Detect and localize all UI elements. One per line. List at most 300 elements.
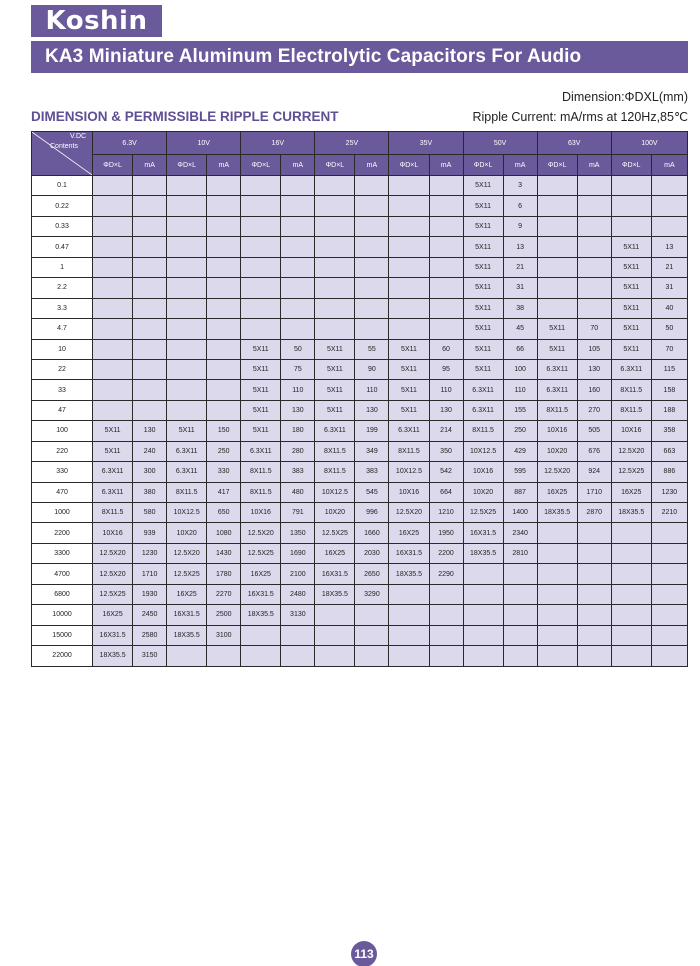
ripple-current-cell	[281, 216, 315, 236]
ripple-current-cell	[429, 298, 463, 318]
ripple-current-cell: 1780	[207, 564, 241, 584]
ripple-current-cell: 1950	[429, 523, 463, 543]
ripple-subheader: mA	[503, 155, 537, 176]
dimension-cell	[167, 216, 207, 236]
ripple-current-cell: 66	[503, 339, 537, 359]
ripple-current-cell: 250	[503, 421, 537, 441]
dimension-cell: 5X11	[315, 380, 355, 400]
capacitance-cell: 0.1	[32, 176, 93, 196]
ripple-current-cell	[355, 319, 389, 339]
ripple-current-cell	[355, 646, 389, 666]
ripple-current-cell: 240	[133, 441, 167, 461]
corner-contents-label: Contents	[50, 143, 79, 150]
capacitance-cell: 47	[32, 400, 93, 420]
ripple-current-cell	[577, 584, 611, 604]
ripple-current-cell: 358	[651, 421, 687, 441]
dimension-cell: 6.3X11	[93, 482, 133, 502]
dimension-cell: 6.3X11	[611, 359, 651, 379]
table-row	[32, 237, 688, 257]
dimension-subheader: ΦD×L	[241, 155, 281, 176]
dimension-cell: 12.5X25	[167, 564, 207, 584]
dimension-cell	[241, 196, 281, 216]
ripple-current-cell	[133, 257, 167, 277]
dimension-cell: 5X11	[463, 278, 503, 298]
dimension-cell	[315, 237, 355, 257]
dimension-cell	[463, 646, 503, 666]
ripple-current-cell	[355, 176, 389, 196]
voltage-header: 100V	[611, 132, 687, 155]
ripple-current-cell	[577, 298, 611, 318]
ripple-current-cell: 2650	[355, 564, 389, 584]
dimension-cell: 16X25	[537, 482, 577, 502]
ripple-current-cell: 663	[651, 441, 687, 461]
dimension-cell: 6.3X11	[537, 380, 577, 400]
ripple-current-cell: 349	[355, 441, 389, 461]
ripple-current-cell	[355, 298, 389, 318]
dimension-cell: 5X11	[463, 359, 503, 379]
ripple-current-cell	[133, 359, 167, 379]
ripple-current-cell: 6	[503, 196, 537, 216]
dimension-cell: 5X11	[463, 257, 503, 277]
ripple-current-cell: 886	[651, 462, 687, 482]
table-row	[32, 216, 688, 236]
dimension-cell	[389, 176, 429, 196]
capacitance-cell: 3.3	[32, 298, 93, 318]
ripple-subheader: mA	[355, 155, 389, 176]
dimension-cell	[241, 216, 281, 236]
ripple-current-cell	[503, 625, 537, 645]
ripple-current-cell	[429, 176, 463, 196]
ripple-current-cell	[429, 257, 463, 277]
dimension-cell: 12.5X20	[389, 503, 429, 523]
ripple-current-cell	[207, 257, 241, 277]
dimension-cell: 5X11	[611, 278, 651, 298]
ripple-current-cell: 158	[651, 380, 687, 400]
dimension-cell: 8X11.5	[389, 441, 429, 461]
dimension-cell	[611, 564, 651, 584]
dimension-cell	[537, 257, 577, 277]
table-row	[32, 319, 688, 339]
dimension-cell	[93, 400, 133, 420]
ripple-current-cell	[207, 196, 241, 216]
dimension-cell: 5X11	[463, 196, 503, 216]
dimension-cell: 16X31.5	[167, 605, 207, 625]
ripple-current-cell: 130	[577, 359, 611, 379]
ripple-current-cell	[355, 196, 389, 216]
ripple-current-cell	[355, 216, 389, 236]
dimension-cell: 5X11	[537, 319, 577, 339]
dimension-cell	[315, 257, 355, 277]
capacitance-cell: 6800	[32, 584, 93, 604]
dimension-cell	[167, 257, 207, 277]
dimension-cell: 8X11.5	[167, 482, 207, 502]
dimension-cell: 12.5X20	[167, 543, 207, 563]
ripple-subheader: mA	[429, 155, 463, 176]
dimension-cell	[537, 523, 577, 543]
page-title: KA3 Miniature Aluminum Electrolytic Capacitors For Audio	[31, 41, 688, 73]
dimension-cell: 10X20	[537, 441, 577, 461]
table-row	[32, 584, 688, 604]
table-row	[32, 482, 688, 502]
dimension-cell: 18X35.5	[315, 584, 355, 604]
dimension-cell: 12.5X25	[93, 584, 133, 604]
dimension-cell	[93, 278, 133, 298]
dimension-cell: 18X35.5	[463, 543, 503, 563]
ripple-current-cell: 110	[281, 380, 315, 400]
ripple-current-cell	[651, 543, 687, 563]
ripple-current-cell: 50	[651, 319, 687, 339]
ripple-current-cell: 887	[503, 482, 537, 502]
dimension-cell: 12.5X20	[93, 564, 133, 584]
ripple-current-cell	[577, 176, 611, 196]
ripple-current-cell: 160	[577, 380, 611, 400]
dimension-cell	[167, 380, 207, 400]
dimension-cell: 5X11	[463, 216, 503, 236]
capacitance-cell: 330	[32, 462, 93, 482]
dimension-cell: 16X25	[389, 523, 429, 543]
ripple-current-cell	[207, 278, 241, 298]
table-row	[32, 543, 688, 563]
ripple-current-cell: 676	[577, 441, 611, 461]
dimension-cell: 5X11	[463, 298, 503, 318]
dimension-cell: 10X16	[611, 421, 651, 441]
ripple-current-cell: 130	[355, 400, 389, 420]
dimension-subheader: ΦD×L	[389, 155, 429, 176]
dimension-cell: 5X11	[315, 400, 355, 420]
ripple-current-cell: 1660	[355, 523, 389, 543]
dimension-cell: 5X11	[241, 359, 281, 379]
ripple-current-cell	[651, 216, 687, 236]
ripple-subheader: mA	[577, 155, 611, 176]
ripple-current-cell: 2870	[577, 503, 611, 523]
ripple-current-cell: 40	[651, 298, 687, 318]
dimension-subheader: ΦD×L	[463, 155, 503, 176]
ripple-current-cell	[133, 216, 167, 236]
voltage-header: 16V	[241, 132, 315, 155]
ripple-current-cell: 350	[429, 441, 463, 461]
section-heading: DIMENSION & PERMISSIBLE RIPPLE CURRENT	[31, 109, 339, 124]
ripple-current-cell: 150	[207, 421, 241, 441]
ripple-current-cell: 105	[577, 339, 611, 359]
dimension-cell	[537, 216, 577, 236]
ripple-current-cell: 214	[429, 421, 463, 441]
dimension-cell: 6.3X11	[241, 441, 281, 461]
ripple-current-cell	[651, 646, 687, 666]
dimension-cell: 5X11	[463, 319, 503, 339]
dimension-cell: 6.3X11	[93, 462, 133, 482]
dimension-cell	[389, 298, 429, 318]
dimension-cell: 5X11	[389, 380, 429, 400]
dimension-cell: 8X11.5	[611, 400, 651, 420]
capacitance-cell: 0.33	[32, 216, 93, 236]
ripple-current-cell: 1710	[577, 482, 611, 502]
ripple-subheader: mA	[207, 155, 241, 176]
ripple-current-cell: 2810	[503, 543, 537, 563]
ripple-current-cell	[577, 543, 611, 563]
dimension-cell: 5X11	[93, 441, 133, 461]
dimension-cell	[537, 625, 577, 645]
dimension-cell: 18X35.5	[611, 503, 651, 523]
dimension-cell	[93, 359, 133, 379]
dimension-cell	[241, 257, 281, 277]
dimension-cell	[463, 584, 503, 604]
table-row	[32, 523, 688, 543]
ripple-current-cell: 75	[281, 359, 315, 379]
dimension-cell: 8X11.5	[611, 380, 651, 400]
ripple-current-cell: 110	[355, 380, 389, 400]
ripple-current-cell	[207, 380, 241, 400]
table-row	[32, 359, 688, 379]
ripple-current-cell: 90	[355, 359, 389, 379]
capacitance-cell: 10	[32, 339, 93, 359]
ripple-current-cell: 3130	[281, 605, 315, 625]
ripple-current-cell: 1430	[207, 543, 241, 563]
table-row	[32, 646, 688, 666]
dimension-cell	[611, 625, 651, 645]
dimension-cell: 12.5X20	[611, 441, 651, 461]
dimension-cell	[389, 646, 429, 666]
ripple-current-cell	[207, 319, 241, 339]
ripple-current-cell	[429, 605, 463, 625]
ripple-current-cell	[577, 237, 611, 257]
ripple-current-cell	[281, 196, 315, 216]
dimension-cell: 16X25	[315, 543, 355, 563]
dimension-cell	[167, 400, 207, 420]
dimension-cell	[611, 584, 651, 604]
dimension-cell: 16X31.5	[241, 584, 281, 604]
ripple-current-cell: 3150	[133, 646, 167, 666]
ripple-current-cell: 199	[355, 421, 389, 441]
dimension-subheader: ΦD×L	[611, 155, 651, 176]
capacitance-cell: 2200	[32, 523, 93, 543]
capacitance-cell: 22	[32, 359, 93, 379]
dimension-cell: 10X20	[315, 503, 355, 523]
ripple-current-cell: 45	[503, 319, 537, 339]
dimension-cell	[93, 380, 133, 400]
dimension-cell: 5X11	[611, 298, 651, 318]
ripple-current-cell	[281, 237, 315, 257]
dimension-subheader: ΦD×L	[315, 155, 355, 176]
dimension-cell	[167, 176, 207, 196]
ripple-current-cell: 383	[355, 462, 389, 482]
dimension-cell: 5X11	[537, 339, 577, 359]
ripple-current-cell	[281, 257, 315, 277]
table-row	[32, 625, 688, 645]
ripple-current-cell: 2100	[281, 564, 315, 584]
sub-header-row	[32, 155, 688, 176]
ripple-current-cell	[651, 196, 687, 216]
dimension-cell: 10X16	[93, 523, 133, 543]
ripple-current-cell: 1400	[503, 503, 537, 523]
ripple-current-cell	[577, 257, 611, 277]
dimension-cell: 6.3X11	[315, 421, 355, 441]
dimension-cell: 6.3X11	[463, 380, 503, 400]
ripple-current-cell	[355, 625, 389, 645]
ripple-current-cell: 545	[355, 482, 389, 502]
ripple-current-cell	[577, 605, 611, 625]
ripple-current-cell	[207, 237, 241, 257]
corner-vdc-label: V.DC	[69, 133, 87, 140]
dimension-cell	[537, 646, 577, 666]
dimension-cell	[93, 319, 133, 339]
ripple-current-cell	[429, 646, 463, 666]
dimension-cell: 6.3X11	[463, 400, 503, 420]
dimension-cell	[611, 196, 651, 216]
dimension-cell: 12.5X20	[537, 462, 577, 482]
table-row	[32, 298, 688, 318]
ripple-current-cell	[503, 646, 537, 666]
ripple-current-cell: 1350	[281, 523, 315, 543]
dimension-cell	[315, 319, 355, 339]
ripple-current-cell	[429, 196, 463, 216]
dimension-cell: 6.3X11	[167, 441, 207, 461]
dimension-cell: 5X11	[463, 237, 503, 257]
dimension-cell	[315, 646, 355, 666]
dimension-cell	[241, 278, 281, 298]
voltage-header: 63V	[537, 132, 611, 155]
ripple-current-cell	[281, 176, 315, 196]
dimension-cell: 10X16	[241, 503, 281, 523]
dimension-cell: 16X31.5	[389, 543, 429, 563]
ripple-current-cell: 21	[651, 257, 687, 277]
dimension-cell	[537, 543, 577, 563]
ripple-current-cell: 2030	[355, 543, 389, 563]
dimension-cell	[389, 237, 429, 257]
dimension-cell: 16X31.5	[463, 523, 503, 543]
ripple-current-cell: 2270	[207, 584, 241, 604]
dimension-cell	[167, 319, 207, 339]
ripple-current-cell: 115	[651, 359, 687, 379]
ripple-current-cell: 429	[503, 441, 537, 461]
ripple-current-cell: 2480	[281, 584, 315, 604]
table-row	[32, 503, 688, 523]
dimension-cell: 8X11.5	[93, 503, 133, 523]
ripple-current-cell: 130	[281, 400, 315, 420]
dimension-cell: 10X12.5	[167, 503, 207, 523]
dimension-cell	[611, 605, 651, 625]
ripple-current-cell	[133, 298, 167, 318]
ripple-current-cell	[133, 278, 167, 298]
dimension-cell: 5X11	[241, 339, 281, 359]
dimension-cell	[315, 625, 355, 645]
dimension-cell	[611, 523, 651, 543]
ripple-current-cell: 2500	[207, 605, 241, 625]
ripple-current-cell	[651, 523, 687, 543]
dimension-cell	[389, 319, 429, 339]
dimension-cell: 5X11	[93, 421, 133, 441]
ripple-current-cell: 3100	[207, 625, 241, 645]
voltage-header: 35V	[389, 132, 463, 155]
ripple-current-cell: 280	[281, 441, 315, 461]
dimension-cell: 5X11	[315, 359, 355, 379]
dimension-cell	[537, 237, 577, 257]
dimension-cell: 5X11	[611, 319, 651, 339]
dimension-cell: 18X35.5	[93, 646, 133, 666]
dimension-cell	[611, 646, 651, 666]
ripple-current-cell	[133, 339, 167, 359]
capacitance-cell: 4.7	[32, 319, 93, 339]
table-row	[32, 339, 688, 359]
dimension-cell: 12.5X25	[463, 503, 503, 523]
ripple-current-cell: 417	[207, 482, 241, 502]
capacitance-cell: 220	[32, 441, 93, 461]
dimension-cell	[537, 564, 577, 584]
dimension-cell: 16X25	[93, 605, 133, 625]
dimension-cell: 12.5X25	[241, 543, 281, 563]
table-row	[32, 564, 688, 584]
ripple-current-cell	[429, 319, 463, 339]
dimension-cell	[463, 605, 503, 625]
ripple-current-cell: 1690	[281, 543, 315, 563]
ripple-current-cell	[429, 216, 463, 236]
ripple-current-cell: 505	[577, 421, 611, 441]
ripple-current-cell: 480	[281, 482, 315, 502]
dimension-cell	[93, 196, 133, 216]
voltage-header: 10V	[167, 132, 241, 155]
dimension-cell: 18X35.5	[537, 503, 577, 523]
ripple-current-cell: 1930	[133, 584, 167, 604]
ripple-current-cell: 130	[133, 421, 167, 441]
dimension-cell	[315, 216, 355, 236]
brand-logo: Koshin	[31, 5, 162, 37]
ripple-current-cell: 100	[503, 359, 537, 379]
dimension-cell: 16X31.5	[93, 625, 133, 645]
dimension-cell	[389, 278, 429, 298]
ripple-current-cell: 31	[651, 278, 687, 298]
table-row	[32, 278, 688, 298]
ripple-current-cell: 270	[577, 400, 611, 420]
dimension-cell: 6.3X11	[389, 421, 429, 441]
capacitance-cell: 10000	[32, 605, 93, 625]
dimension-cell	[241, 237, 281, 257]
ripple-current-cell: 2290	[429, 564, 463, 584]
ripple-current-cell: 50	[281, 339, 315, 359]
dimension-cell: 16X25	[241, 564, 281, 584]
dimension-cell	[93, 237, 133, 257]
dimension-cell: 8X11.5	[315, 441, 355, 461]
voltage-header: 25V	[315, 132, 389, 155]
dimension-cell: 8X11.5	[241, 462, 281, 482]
dimension-cell: 5X11	[463, 339, 503, 359]
dimension-cell: 12.5X20	[93, 543, 133, 563]
dimension-cell	[611, 176, 651, 196]
capacitance-cell: 0.22	[32, 196, 93, 216]
ripple-current-cell	[577, 216, 611, 236]
ripple-current-cell	[429, 237, 463, 257]
ripple-current-cell: 250	[207, 441, 241, 461]
dimension-cell	[389, 216, 429, 236]
ripple-current-cell	[355, 237, 389, 257]
ripple-current-cell	[207, 339, 241, 359]
ripple-current-cell	[577, 278, 611, 298]
dimension-cell	[93, 339, 133, 359]
capacitance-cell: 0.47	[32, 237, 93, 257]
ripple-current-cell: 300	[133, 462, 167, 482]
ripple-subheader: mA	[651, 155, 687, 176]
ripple-current-cell: 2450	[133, 605, 167, 625]
dimension-cell	[315, 605, 355, 625]
table-row	[32, 176, 688, 196]
capacitance-cell: 22000	[32, 646, 93, 666]
dimension-cell	[389, 257, 429, 277]
ripple-current-cell	[133, 400, 167, 420]
capacitance-cell: 4700	[32, 564, 93, 584]
ripple-current-cell	[577, 646, 611, 666]
voltage-header: 50V	[463, 132, 537, 155]
dimension-cell: 5X11	[167, 421, 207, 441]
dimension-cell: 16X31.5	[315, 564, 355, 584]
dimension-cell: 8X11.5	[537, 400, 577, 420]
